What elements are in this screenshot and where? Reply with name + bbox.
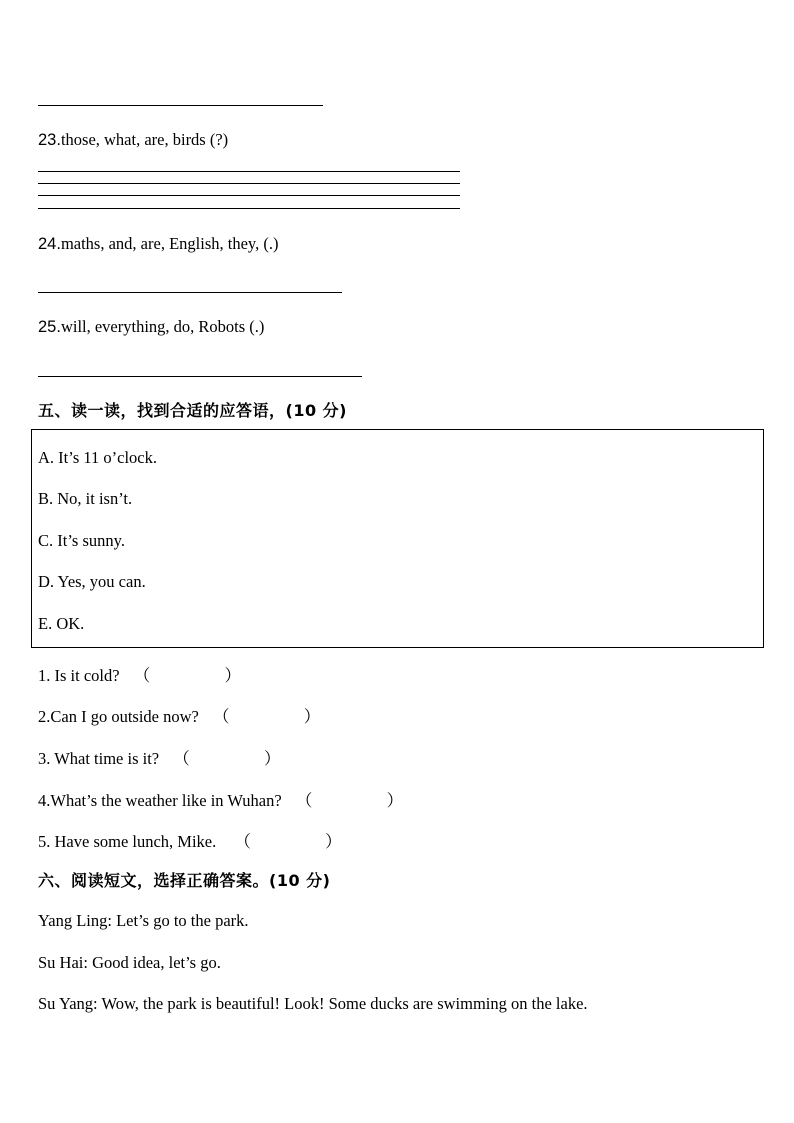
option-d: D. Yes, you can. [38,572,146,591]
match-item-text: 2.Can I go outside now? [38,707,199,726]
answer-line-25 [38,376,362,377]
answer-line-22 [38,105,323,106]
answer-line-24 [38,292,342,293]
section-6-title: 六、阅读短文，选择正确答案。(10 分) [38,871,331,890]
question-number: 23. [38,131,61,149]
question-number: 25. [38,318,61,336]
question-text: will, everything, do, Robots (.) [60,317,265,336]
answer-blank[interactable]: （ ） [173,749,281,768]
option-b: B. No, it isn’t. [38,489,133,508]
answer-blank[interactable]: （ ） [234,832,342,851]
question-text: maths, and, are, English, they, (.) [60,234,279,253]
question-23 [38,130,228,150]
match-item-3 [38,745,281,769]
writing-line [38,183,460,184]
question-24 [38,234,278,254]
match-item-text: 1. Is it cold? [38,666,120,685]
match-item-text: 4.What’s the weather like in Wuhan? [38,791,282,810]
match-item-5 [38,828,342,852]
dialogue-line-3: Su Yang: Wow, the park is beautiful! Look! Some ducks are swimming on the lake. [38,994,588,1013]
match-item-2 [38,703,320,727]
writing-line [38,208,460,209]
writing-line [38,171,460,172]
option-c: C. It’s sunny. [38,531,125,550]
match-item-text: 3. What time is it? [38,749,160,768]
answer-blank[interactable]: （ ） [295,791,404,810]
question-text: those, what, are, birds (?) [60,130,229,149]
dialogue-line-1: Yang Ling: Let’s go to the park. [38,911,249,930]
match-item-4 [38,787,403,811]
section-5-title: 五、读一读，找到合适的应答语，(10 分) [38,401,347,420]
option-e: E. OK. [38,614,85,633]
answer-blank[interactable]: （ ） [133,666,241,685]
writing-line [38,195,460,196]
match-item-text: 5. Have some lunch, Mike. [38,832,217,851]
option-a: A. It’s 11 o’clock. [38,448,157,467]
answer-blank[interactable]: （ ） [212,707,321,726]
match-item-1 [38,662,241,686]
question-25 [38,317,264,337]
dialogue-line-2: Su Hai: Good idea, let’s go. [38,953,221,972]
question-number: 24. [38,235,61,253]
